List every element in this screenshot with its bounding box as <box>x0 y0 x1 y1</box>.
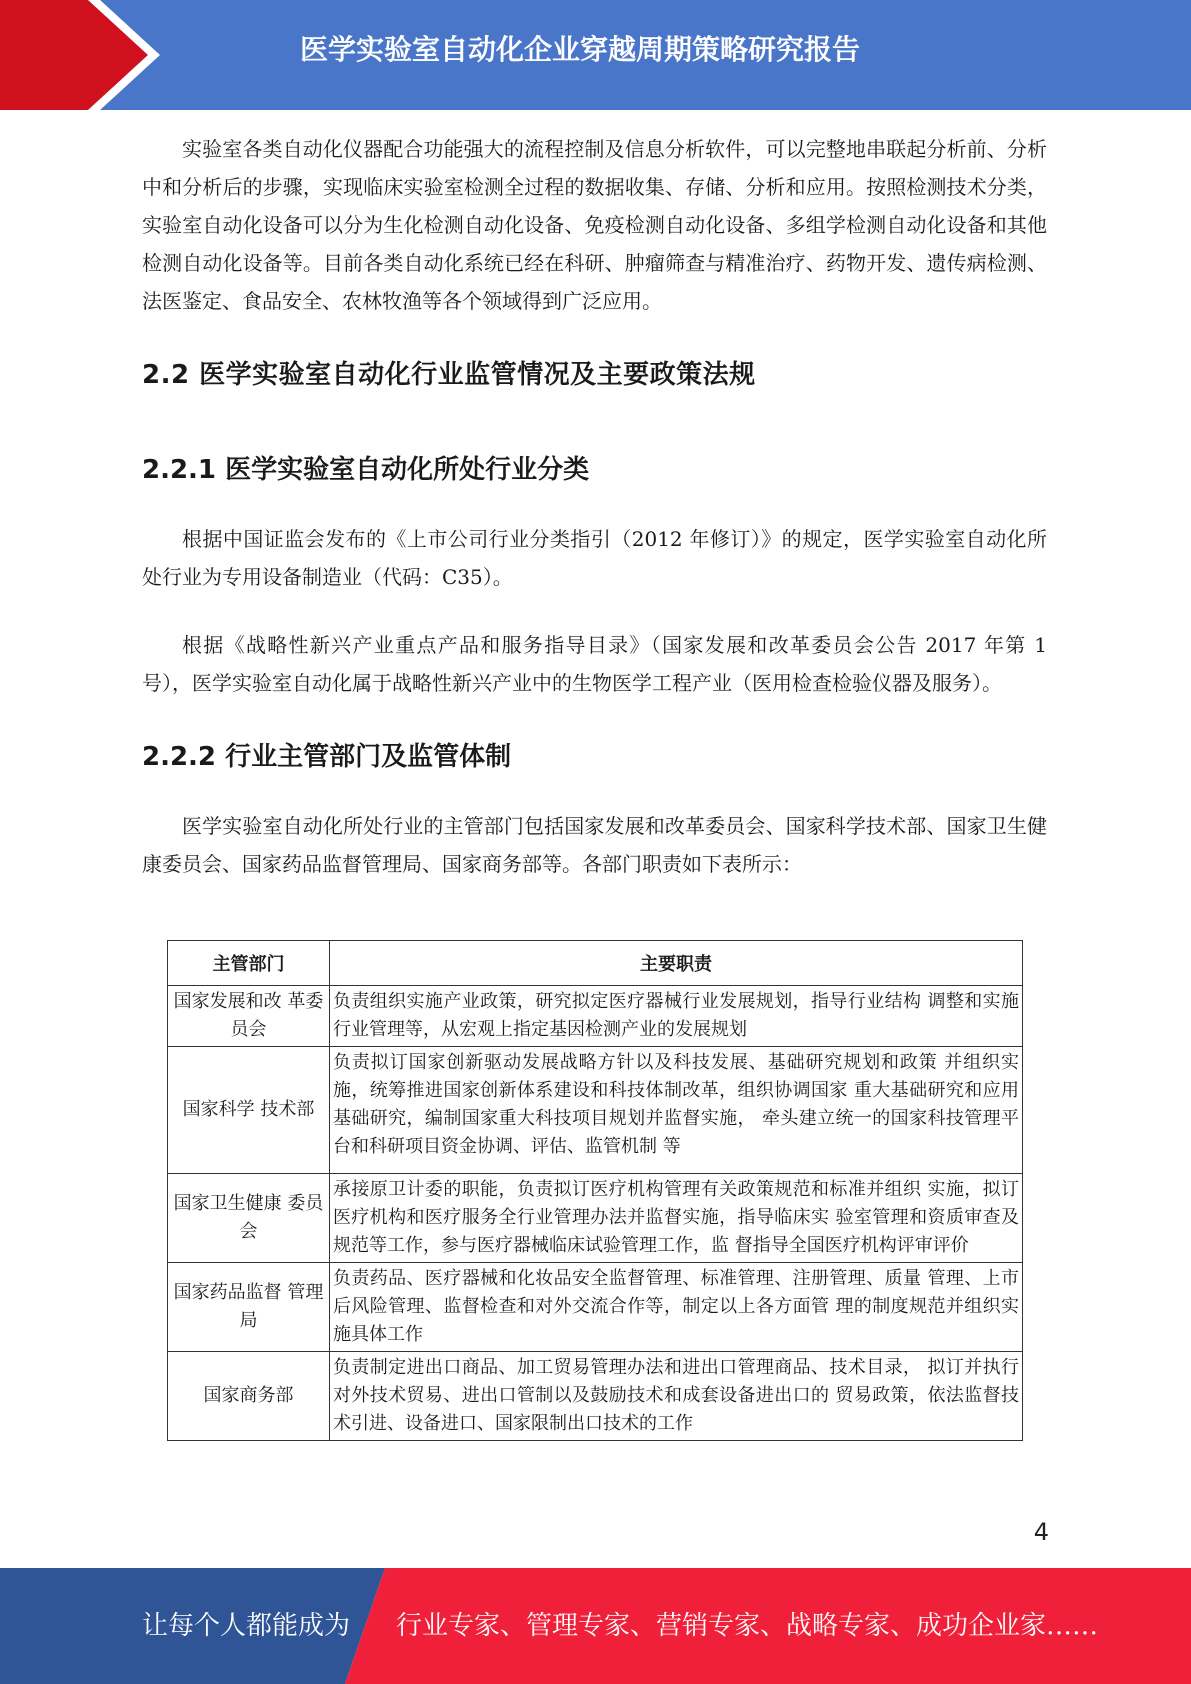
footer-slogan-left: 让每个人都能成为 <box>142 1611 351 1641</box>
page-header <box>0 0 1191 110</box>
dept-cell: 国家卫生健康 委员会 <box>168 1174 330 1263</box>
regulator-duty-table <box>167 940 1023 1441</box>
paragraph-industry-classification: 根据中国证监会发布的《上市公司行业分类指引（2012 年修订）》的规定，医学实验室自动化所处行业为专用设备制造业（代码：C35）。 <box>142 527 1047 589</box>
table-header-row <box>168 941 1023 986</box>
footer-slogan-right: 行业专家、管理专家、营销专家、战略专家、成功企业家…… <box>396 1611 1099 1641</box>
column-header-duty: 主要职责 <box>330 941 1023 986</box>
page-number: 4 <box>1033 1518 1049 1546</box>
duty-cell: 负责制定进出口商品、加工贸易管理办法和进出口管理商品、技术目录， 拟订并执行对外技术贸易、进出口管制以及鼓励技术和成套设备进出口的 贸易政策，依法监督技术引进、设备进口、国家限制出口技术的工作 <box>330 1352 1023 1441</box>
intro-paragraph: 实验室各类自动化仪器配合功能强大的流程控制及信息分析软件，可以完整地串联起分析前、分析中和分析后的步骤，实现临床实验室检测全过程的数据收集、存储、分析和应用。按照检测技术分类，实验室自动化设备可以分为生化检测自动化设备、免疫检测自动化设备、多组学检测自动化设备和其他检测自动化设备等。目前各类自动化系统已经在科研、肿瘤筛查与精准治疗、药物开发、遗传病检测、法医鉴定、食品安全、农林牧渔等各个领域得到广泛应用。 <box>142 137 1047 313</box>
dept-cell: 国家商务部 <box>168 1352 330 1441</box>
duty-cell: 负责药品、医疗器械和化妆品安全监督管理、标准管理、注册管理、质量 管理、上市后风险管理、监督检查和对外交流合作等，制定以上各方面管 理的制度规范并组织实施具体工作 <box>330 1263 1023 1352</box>
duty-cell: 负责拟订国家创新驱动发展战略方针以及科技发展、基础研究规划和政策 并组织实施，统筹推进国家创新体系建设和科技体制改革，组织协调国家 重大基础研究和应用基础研究，编制国家重大科技项目规划并监督实施， 牵头建立统一的国家科技管理平台和科研项目资金协调、评估、监管机制 等 <box>330 1047 1023 1174</box>
section-heading-2-2-2: 2.2.2 行业主管部门及监管体制 <box>142 742 512 772</box>
paragraph-regulators: 医学实验室自动化所处行业的主管部门包括国家发展和改革委员会、国家科学技术部、国家卫生健康委员会、国家药品监督管理局、国家商务部等。各部门职责如下表所示： <box>142 814 1047 876</box>
duty-cell: 承接原卫计委的职能，负责拟订医疗机构管理有关政策规范和标准并组织 实施，拟订医疗机构和医疗服务全行业管理办法并监督实施，指导临床实 验室管理和资质审查及规范等工作，参与医疗器械临床试验管理工作，监 督指导全国医疗机构评审评价 <box>330 1174 1023 1263</box>
table-row <box>168 1263 1023 1352</box>
section-heading-2-2-1: 2.2.1 医学实验室自动化所处行业分类 <box>142 455 590 485</box>
section-heading-2-2: 2.2 医学实验室自动化行业监管情况及主要政策法规 <box>142 360 756 390</box>
column-header-dept: 主管部门 <box>168 941 330 986</box>
table-row <box>168 1174 1023 1263</box>
page-footer <box>0 1568 1191 1684</box>
table-row <box>168 1352 1023 1441</box>
dept-cell: 国家发展和改 革委员会 <box>168 986 330 1047</box>
dept-cell: 国家科学 技术部 <box>168 1047 330 1174</box>
table-row <box>168 986 1023 1047</box>
dept-cell: 国家药品监督 管理局 <box>168 1263 330 1352</box>
document-body <box>142 130 1047 883</box>
table-row <box>168 1047 1023 1174</box>
duty-cell: 负责组织实施产业政策，研究拟定医疗器械行业发展规划，指导行业结构 调整和实施行业管理等，从宏观上指定基因检测产业的发展规划 <box>330 986 1023 1047</box>
header-title: 医学实验室自动化企业穿越周期策略研究报告 <box>300 33 861 66</box>
paragraph-strategic-industry: 根据《战略性新兴产业重点产品和服务指导目录》（国家发展和改革委员会公告 2017 年第 1 号），医学实验室自动化属于战略性新兴产业中的生物医学工程产业（医用检查检验仪器及服务）。 <box>142 633 1047 695</box>
